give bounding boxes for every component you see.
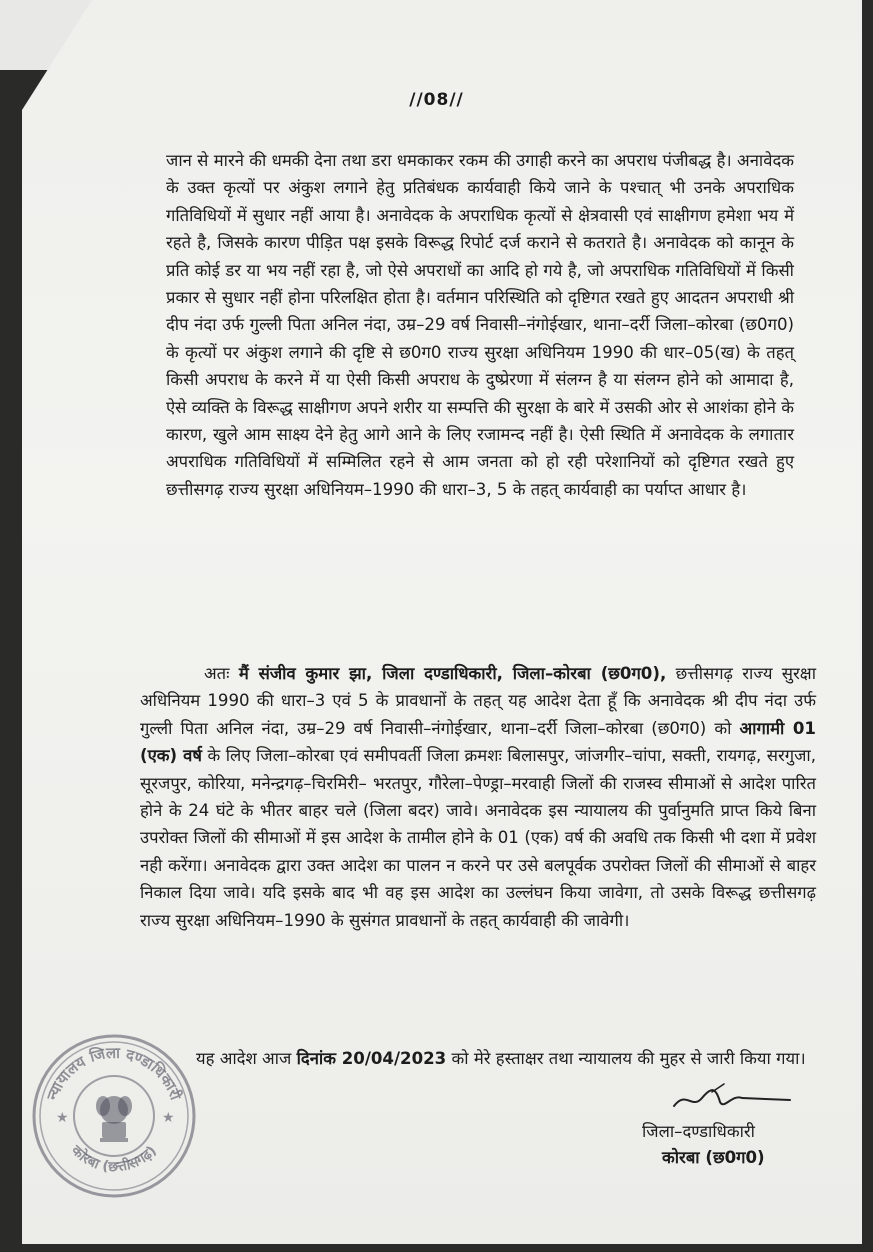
order-text-1: छत्तीसगढ़ राज्य सुरक्षा अधिनियम 1990 की धारा–3 एवं 5 के प्रावधानों के तहत् यह आदेश देता हूँ कि अनावेदक श्री दीप नंदा उर्फ गुल्ली पिता अनिल नंदा, उम्र–29 वर्ष निवासी–नंगोईखार, थाना–दर्री जिला–कोरबा (छ0ग0) को [140, 664, 816, 738]
seal-text-top: न्यायालय जिला दण्डाधिकारी [43, 1043, 185, 1103]
externment-period: आगामी 01 (एक) वर्ष [140, 718, 816, 766]
signatory-place: कोरबा (छ0ग0) [662, 1148, 765, 1167]
court-seal [30, 1032, 198, 1200]
issue-text-2: को मेरे हस्ताक्षर तथा न्यायालय की मुहर से जारी किया गया। [446, 1049, 806, 1068]
signatory-designation: जिला–दण्डाधिकारी [642, 1122, 755, 1141]
order-lead: अतः [204, 664, 230, 683]
handwritten-signature [672, 1080, 792, 1120]
page-number: //08// [409, 90, 464, 110]
issue-date: दिनांक 20/04/2023 [296, 1049, 447, 1068]
paragraph-grounds: जान से मारने की धमकी देना तथा डरा धमकाकर रकम की उगाही करने का अपराध पंजीबद्ध है। अनावेदक के उक्त कृत्यों पर अंकुश लगाने हेतु प्रतिबंधक कार्यवाही किये जाने के पश्चात् भी उनके अपराधिक गतिविधियों में सुधार नहीं आया है। अनावेदक के अपराधिक कृत्यों से क्षेत्रवासी एवं साक्षीगण हमेशा भय में रहते है, जिसके कारण पीड़ित पक्ष इसके विरूद्ध रिपोर्ट दर्ज कराने से कतराते है। अनावेदक को कानून के प्रति कोई डर या भय नहीं रहा है, जो ऐसे अपराधों का आदि हो गये है, जो अपराधिक गतिविधियों में किसी प्रकार से सुधार नहीं होना परिलक्षित होता है। वर्तमान परिस्थिति को दृष्टिगत रखते हुए आदतन अपराधी श्री दीप नंदा उर्फ गुल्ली पिता अनिल नंदा, उम्र–29 वर्ष निवासी–नंगोईखार, थाना–दर्री जिला–कोरबा (छ0ग0) के कृत्यों पर अंकुश लगाने की दृष्टि से छ0ग0 राज्य सुरक्षा अधिनियम 1990 की धार–05(ख) के तहत् किसी अपराध के करने में या ऐसी किसी अपराध के दुष्प्रेरणा में संलग्न है या संलग्न होने को आमादा है, ऐसे व्यक्ति के विरूद्ध साक्षीगण अपने शरीर या सम्पत्ति की सुरक्षा के बारे में उसकी ओर से आशंका होने के कारण, खुले आम साक्ष्य देने हेतु आगे आने के लिए रजामन्द नहीं है। ऐसी स्थिति में अनावेदक के लगातार अपराधिक गतिविधियों में सम्मिलित रहने से आम जनता को हो रही परेशानियों को दृष्टिगत रखते हुए छत्तीसगढ़ राज्य सुरक्षा अधिनियम–1990 की धारा–3, 5 के तहत् कार्यवाही का पर्याप्त आधार है। [166, 151, 794, 499]
svg-text:★: ★ [56, 1110, 69, 1126]
order-text-2: के लिए जिला–कोरबा एवं समीपवर्ती जिला क्रमशः बिलासपुर, जांजगीर–चांपा, सक्ती, रायगढ़, सरगुजा, सूरजपुर, कोरिया, मनेन्द्रगढ़–चिरमिरी– भरतपुर, गौरेला–पेण्ड्रा–मरवाही जिलों की राजस्व सीमाओं से आदेश पारित होने के 24 घंटे के भीतर बाहर चले (जिला बदर) जावे। अनावेदक इस न्यायालय की पुर्वानुमति प्राप्त किये बिना उपरोक्त जिलों की सीमाओं में इस आदेश के तामील होने के 01 (एक) वर्ष की अवधि तक किसी भी दशा में प्रवेश नही करेंगा। अनावेदक द्वारा उक्त आदेश का पालन न करने पर उसे बलपूर्वक उपरोक्त जिलों की सीमाओं से बाहर निकाल दिया जावे। यदि इसके बाद भी वह इस आदेश का उल्लंघन किया जावेगा, तो उसके विरूद्ध छत्तीसगढ़ राज्य सुरक्षा अधिनियम–1990 के सुसंगत प्रावधानों के तहत् कार्यवाही की जावेगी। [140, 746, 816, 930]
svg-text:★: ★ [162, 1110, 175, 1126]
paragraph-order [140, 660, 816, 934]
seal-text-bottom: कोरबा (छत्तीसगढ़) [67, 1142, 160, 1176]
issue-text-1: यह आदेश आज [196, 1049, 297, 1068]
paragraph-issue [140, 1045, 816, 1072]
magistrate-name: मैं संजीव कुमार झा, जिला दण्डाधिकारी, जिला–कोरबा (छ0ग0), [238, 664, 667, 683]
svg-text:कोरबा (छत्तीसगढ़) [67, 1141, 160, 1175]
emblem-icon [96, 1096, 132, 1142]
